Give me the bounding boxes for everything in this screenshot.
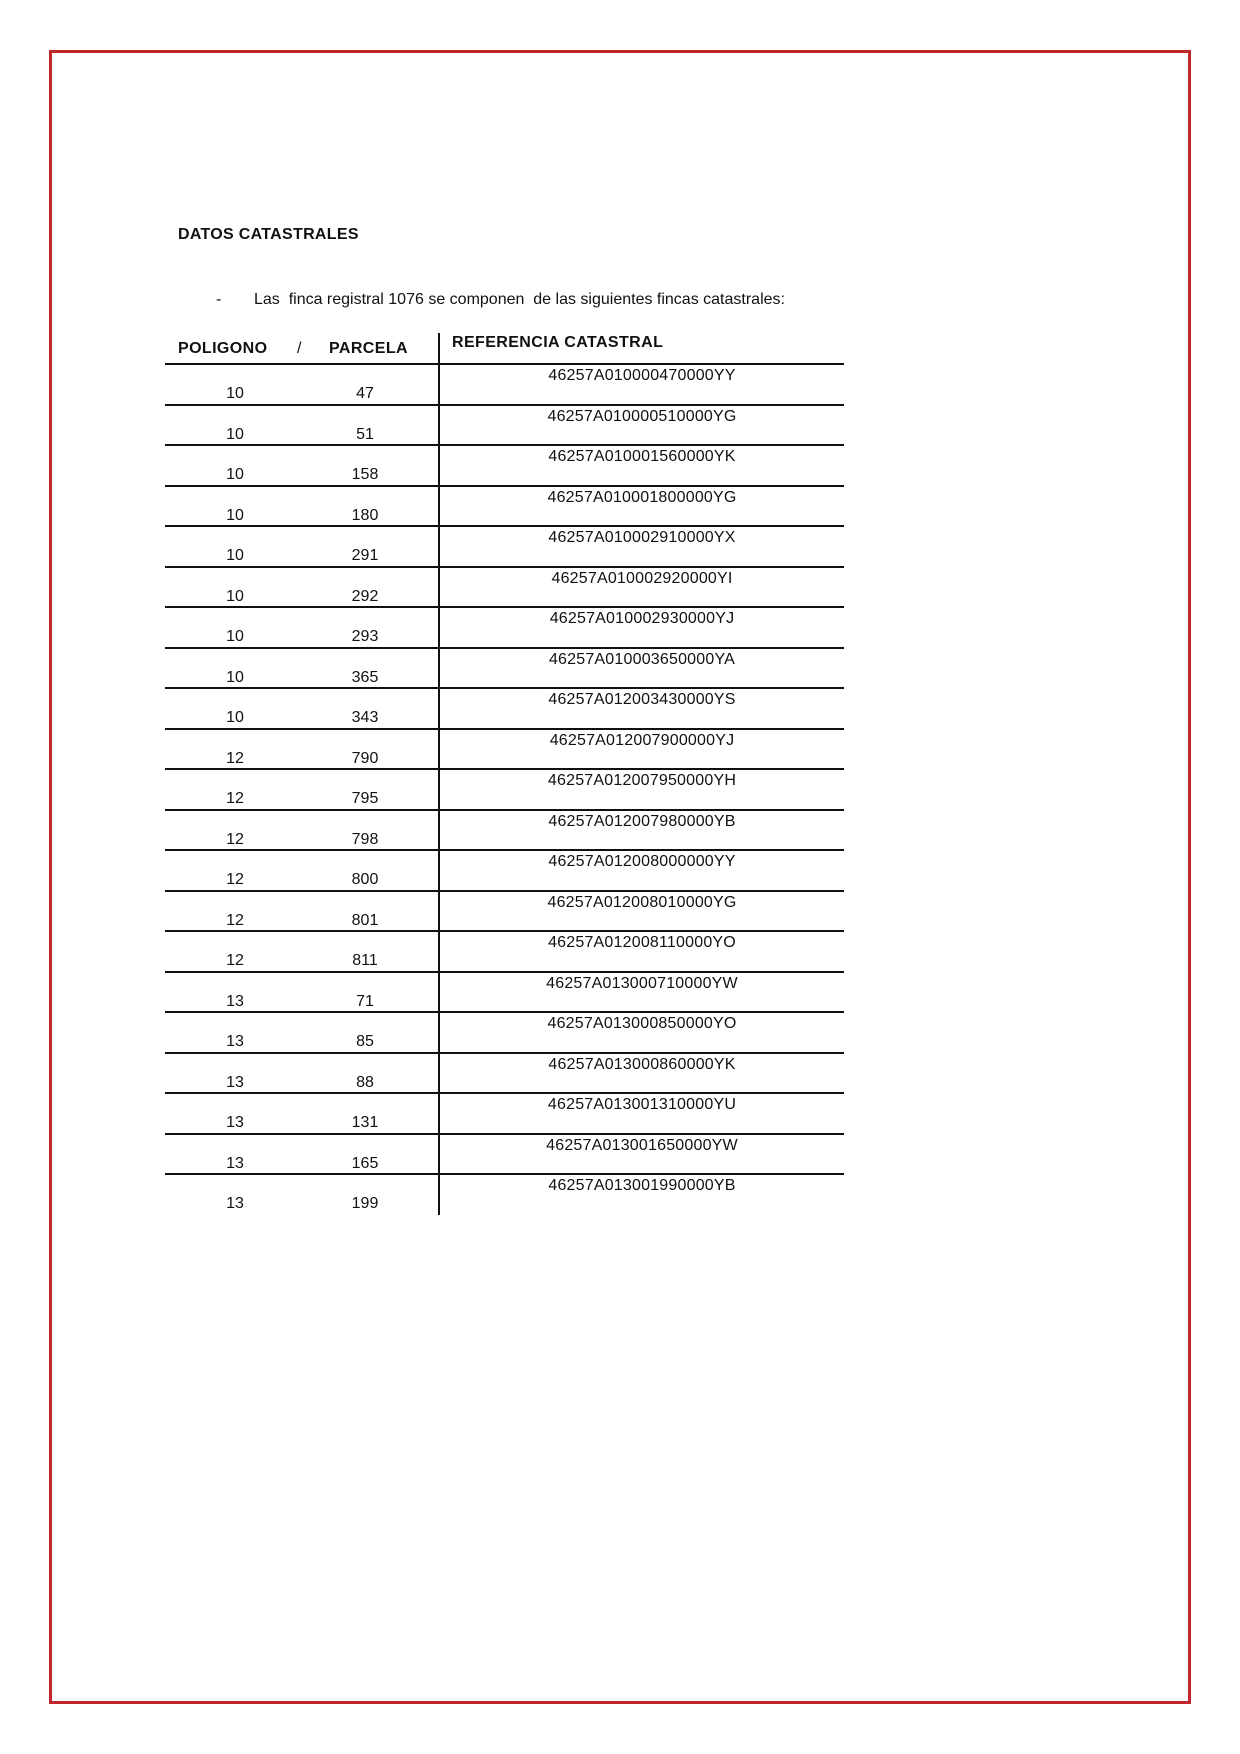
table-row bbox=[165, 811, 844, 852]
cell-parcela: 180 bbox=[351, 506, 379, 524]
cadastral-table bbox=[165, 333, 844, 1216]
table-row bbox=[165, 973, 844, 1014]
cell-poligono: 12 bbox=[226, 952, 244, 969]
cell-poligono: 13 bbox=[226, 992, 244, 1010]
cell-referencia: 46257A012008010000YG bbox=[547, 893, 737, 911]
cell-referencia: 46257A013000850000YO bbox=[547, 1015, 737, 1032]
cell-referencia: 46257A013001310000YU bbox=[547, 1096, 737, 1113]
cell-poligono: 12 bbox=[226, 790, 244, 807]
cell-referencia: 46257A013000710000YW bbox=[546, 974, 738, 992]
cell-referencia: 46257A012008000000YY bbox=[548, 853, 736, 870]
cell-referencia: 46257A010000470000YY bbox=[548, 367, 736, 384]
cell-parcela: 798 bbox=[351, 830, 379, 848]
table-row bbox=[165, 851, 844, 892]
cell-poligono: 10 bbox=[226, 628, 244, 645]
intro-dash: - bbox=[216, 291, 222, 308]
cell-poligono: 12 bbox=[226, 911, 244, 929]
header-poligono: POLIGONO bbox=[178, 340, 268, 357]
cell-poligono: 10 bbox=[226, 547, 244, 564]
cell-parcela: 293 bbox=[351, 628, 379, 645]
table-row bbox=[165, 730, 844, 771]
intro-line bbox=[216, 291, 785, 309]
cell-parcela: 51 bbox=[356, 425, 374, 443]
table-row bbox=[165, 446, 844, 487]
cell-referencia: 46257A012007980000YB bbox=[548, 812, 736, 830]
table-row bbox=[165, 608, 844, 649]
table-row bbox=[165, 406, 844, 447]
cell-parcela: 801 bbox=[351, 911, 379, 929]
cell-poligono: 13 bbox=[226, 1073, 244, 1091]
table-row bbox=[165, 932, 844, 973]
cell-parcela: 199 bbox=[351, 1195, 379, 1212]
cell-poligono: 10 bbox=[226, 466, 244, 483]
cell-parcela: 292 bbox=[351, 587, 379, 605]
cell-parcela: 47 bbox=[356, 385, 374, 402]
table-row bbox=[165, 770, 844, 811]
cell-referencia: 46257A010003650000YA bbox=[548, 650, 736, 668]
cell-parcela: 85 bbox=[356, 1033, 374, 1050]
table-row bbox=[165, 568, 844, 609]
table-row bbox=[165, 689, 844, 730]
cell-parcela: 158 bbox=[351, 466, 379, 483]
table-row bbox=[165, 487, 844, 528]
cell-parcela: 131 bbox=[351, 1114, 379, 1131]
cell-poligono: 10 bbox=[226, 709, 244, 726]
section-title: DATOS CATASTRALES bbox=[178, 226, 359, 243]
table-row bbox=[165, 1013, 844, 1054]
header-separator: / bbox=[297, 340, 302, 357]
header-referencia: REFERENCIA CATASTRAL bbox=[452, 334, 664, 351]
cell-referencia: 46257A010002910000YX bbox=[548, 529, 736, 546]
cell-referencia: 46257A012008110000YO bbox=[548, 934, 736, 951]
table-header bbox=[165, 333, 844, 365]
cell-poligono: 12 bbox=[226, 871, 244, 888]
cell-poligono: 13 bbox=[226, 1033, 244, 1050]
cell-poligono: 13 bbox=[226, 1154, 244, 1172]
header-parcela: PARCELA bbox=[329, 340, 408, 357]
cell-parcela: 800 bbox=[351, 871, 379, 888]
table-row bbox=[165, 527, 844, 568]
table-row bbox=[165, 1175, 844, 1216]
cell-referencia: 46257A010002930000YJ bbox=[549, 610, 735, 627]
cell-referencia: 46257A012007900000YJ bbox=[549, 731, 735, 749]
cell-parcela: 343 bbox=[351, 709, 379, 726]
intro-text: Las finca registral 1076 se componen de las siguientes fincas catastrales: bbox=[254, 291, 785, 308]
cell-poligono: 10 bbox=[226, 587, 244, 605]
cell-referencia: 46257A010001560000YK bbox=[548, 448, 736, 465]
cell-referencia: 46257A010000510000YG bbox=[547, 407, 737, 425]
cell-poligono: 12 bbox=[226, 830, 244, 848]
cell-parcela: 71 bbox=[356, 992, 374, 1010]
cell-referencia: 46257A010002920000YI bbox=[551, 569, 733, 587]
cell-poligono: 13 bbox=[226, 1114, 244, 1131]
cell-parcela: 811 bbox=[352, 952, 378, 969]
cell-poligono: 10 bbox=[226, 506, 244, 524]
table-body bbox=[165, 365, 844, 1216]
table-row bbox=[165, 892, 844, 933]
cell-parcela: 365 bbox=[351, 668, 379, 686]
cell-parcela: 291 bbox=[351, 547, 379, 564]
cell-referencia: 46257A012007950000YH bbox=[547, 772, 737, 789]
table-row bbox=[165, 649, 844, 690]
table-row bbox=[165, 1135, 844, 1176]
cell-referencia: 46257A013000860000YK bbox=[548, 1055, 736, 1073]
cell-poligono: 12 bbox=[226, 749, 244, 767]
cell-poligono: 10 bbox=[226, 668, 244, 686]
cell-parcela: 795 bbox=[351, 790, 379, 807]
cell-parcela: 790 bbox=[351, 749, 379, 767]
cell-poligono: 10 bbox=[226, 385, 244, 402]
table-row bbox=[165, 1054, 844, 1095]
cell-poligono: 10 bbox=[226, 425, 244, 443]
cell-referencia: 46257A013001650000YW bbox=[546, 1136, 738, 1154]
table-row bbox=[165, 365, 844, 406]
cell-parcela: 88 bbox=[356, 1073, 374, 1091]
table-row bbox=[165, 1094, 844, 1135]
cell-referencia: 46257A013001990000YB bbox=[548, 1177, 736, 1194]
cell-parcela: 165 bbox=[351, 1154, 379, 1172]
cell-poligono: 13 bbox=[226, 1195, 244, 1212]
cell-referencia: 46257A012003430000YS bbox=[548, 691, 736, 708]
cell-referencia: 46257A010001800000YG bbox=[547, 488, 737, 506]
